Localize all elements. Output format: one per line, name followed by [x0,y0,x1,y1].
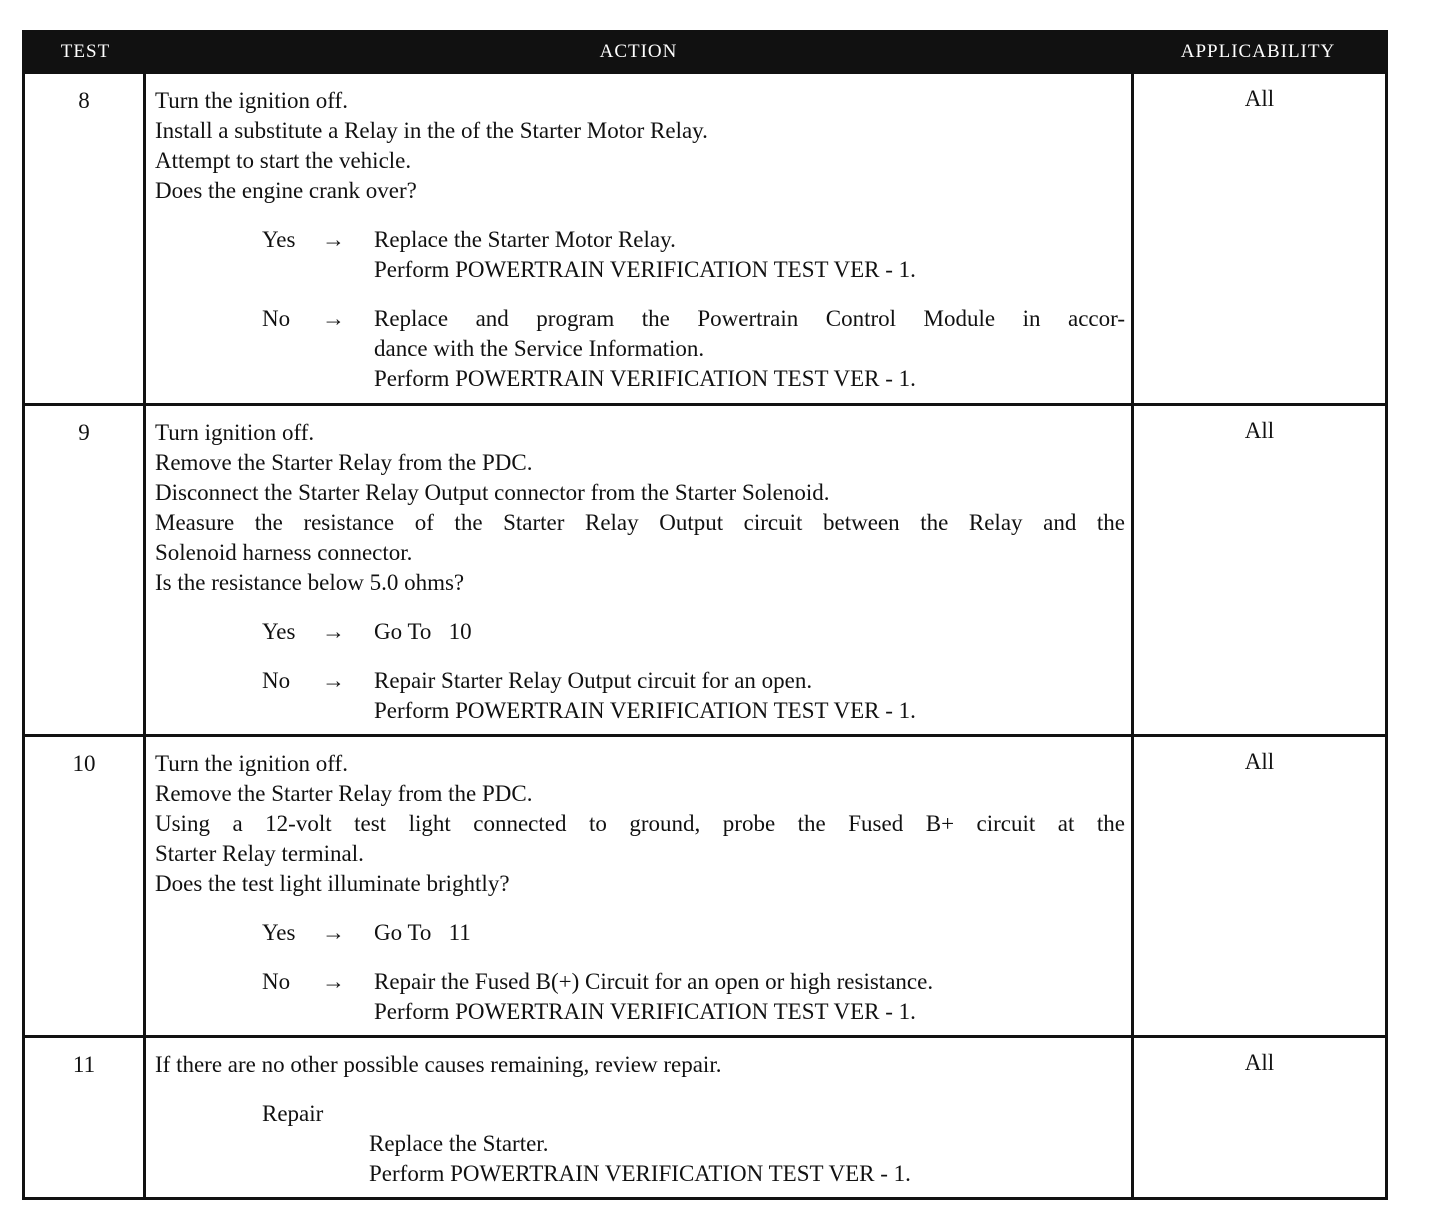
outcome-body [374,304,1125,394]
outcome-text: Perform POWERTRAIN VERIFICATION TEST VER - 1. [374,257,916,282]
applicability-cell: All [1244,418,1275,443]
yes-label: Yes [262,920,296,945]
step-text: Install a substitute a Relay in the of the Starter Motor Relay. [155,118,708,143]
action-cell [146,1038,1134,1197]
step-text: Turn ignition off. [155,420,315,445]
outcome-text: Perform POWERTRAIN VERIFICATION TEST VER - 1. [374,698,916,723]
step-text: Remove the Starter Relay from the PDC. [155,450,533,475]
step-text: Remove the Starter Relay from the PDC. [155,781,533,806]
step-text: Is the resistance below 5.0 ohms? [155,570,465,595]
applicability-cell: All [1244,749,1275,774]
step-text: Using a 12-volt test light connected to ground, probe the Fused B+ circuit at the [155,811,1125,836]
step-text: Solenoid harness connector. [155,540,413,565]
outcome-body [374,666,1125,726]
action-cell [146,737,1134,1035]
applicability-cell: All [1244,86,1275,111]
goto-link[interactable]: Go To 10 [374,619,472,644]
outcome-body [374,967,1125,1027]
outcome-yes [155,617,1125,647]
table-header [25,33,1385,71]
outcome-no [155,967,1125,1027]
outcome-yes [155,225,1125,285]
test-row-11 [25,1035,1385,1197]
repair-label: Repair [262,1101,324,1126]
test-row-8 [25,71,1385,403]
repair-text: Perform POWERTRAIN VERIFICATION TEST VER - 1. [369,1161,911,1186]
outcome-text: dance with the Service Information. [374,336,705,361]
step-text: Disconnect the Starter Relay Output connector from the Starter Solenoid. [155,480,830,505]
outcome-text: Perform POWERTRAIN VERIFICATION TEST VER - 1. [374,999,916,1024]
test-number: 9 [25,406,146,734]
step-text: Turn the ignition off. [155,751,348,776]
repair-text: Replace the Starter. [369,1131,549,1156]
right-arrow-icon: → [322,920,345,945]
no-label: No [262,969,291,994]
header-applicability: APPLICABILITY [1180,41,1336,62]
applicability-cell: All [1244,1050,1275,1075]
repair-body [369,1129,1125,1189]
step-text: Does the test light illuminate brightly? [155,871,510,896]
right-arrow-icon: → [322,668,345,693]
header-test: TEST [60,41,111,62]
diagnostic-test-table [22,30,1388,1200]
step-text: Starter Relay terminal. [155,841,364,866]
action-cell [146,406,1134,734]
yes-label: Yes [262,227,296,252]
right-arrow-icon: → [322,619,345,644]
test-row-10 [25,734,1385,1035]
outcome-text: Perform POWERTRAIN VERIFICATION TEST VER - 1. [374,366,916,391]
test-row-9 [25,403,1385,734]
test-number: 8 [25,74,146,403]
no-label: No [262,306,291,331]
outcome-body [374,225,1125,285]
outcome-no [155,304,1125,394]
test-number: 11 [25,1038,146,1197]
header-action: ACTION [599,41,678,62]
right-arrow-icon: → [322,969,345,994]
goto-link[interactable]: Go To 11 [374,920,471,945]
step-text: If there are no other possible causes remaining, review repair. [155,1052,722,1077]
right-arrow-icon: → [322,227,345,252]
action-cell [146,74,1134,403]
outcome-body [374,918,1125,948]
outcome-text: Repair the Fused B(+) Circuit for an open or high resistance. [374,969,934,994]
step-text: Does the engine crank over? [155,178,417,203]
right-arrow-icon: → [322,306,345,331]
outcome-text: Replace and program the Powertrain Control Module in accor- [374,306,1125,331]
outcome-text: Repair Starter Relay Output circuit for an open. [374,668,813,693]
step-text: Measure the resistance of the Starter Relay Output circuit between the Relay and the [155,510,1125,535]
outcome-no [155,666,1125,726]
outcome-body [374,617,1125,647]
step-text: Attempt to start the vehicle. [155,148,412,173]
outcome-text: Replace the Starter Motor Relay. [374,227,676,252]
test-number: 10 [25,737,146,1035]
yes-label: Yes [262,619,296,644]
outcome-yes [155,918,1125,948]
no-label: No [262,668,291,693]
step-text: Turn the ignition off. [155,88,348,113]
